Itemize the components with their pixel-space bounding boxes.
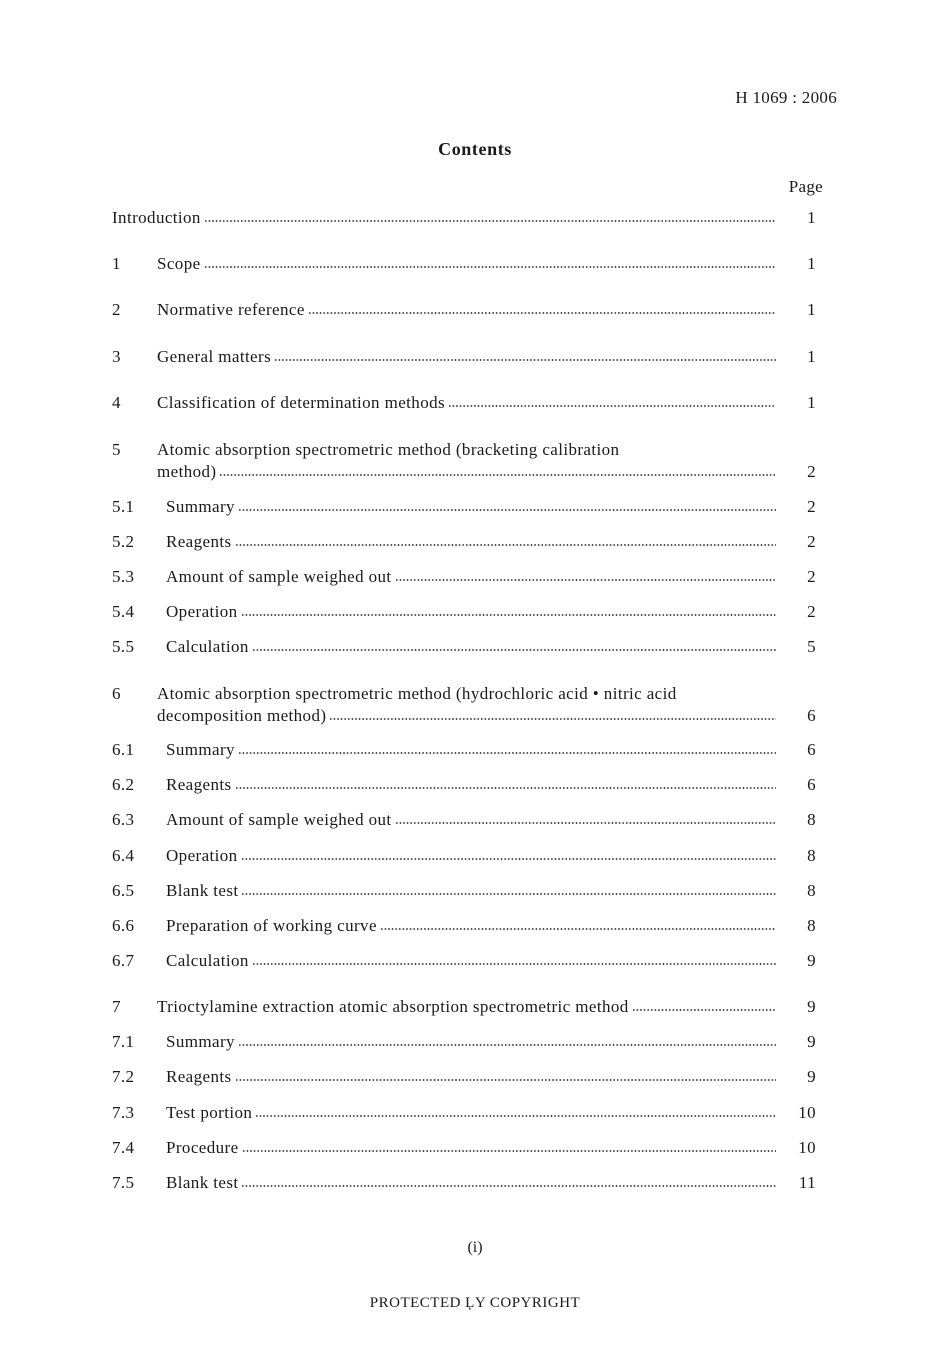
toc-entry bbox=[112, 299, 816, 321]
toc-title: Reagents bbox=[166, 532, 232, 551]
leader-dots bbox=[380, 927, 776, 931]
toc-page: 2 bbox=[807, 567, 816, 586]
toc-number: 5.4 bbox=[112, 602, 135, 621]
toc-entry bbox=[112, 496, 816, 518]
toc-page: 11 bbox=[798, 1173, 816, 1192]
toc-title: Trioctylamine extraction atomic absorption spectrometric method bbox=[157, 997, 629, 1016]
toc-number: 6.2 bbox=[112, 775, 135, 794]
leader-dots bbox=[241, 892, 776, 896]
page-number: (i) bbox=[467, 1239, 483, 1256]
toc-page: 2 bbox=[807, 532, 816, 551]
toc-entry bbox=[112, 439, 816, 483]
toc-title-line1: Atomic absorption spectrometric method (bracketing calibration bbox=[157, 440, 620, 459]
toc-title: Blank test bbox=[166, 1173, 239, 1192]
toc-entry bbox=[112, 253, 816, 275]
toc-title: Reagents bbox=[166, 1067, 232, 1086]
toc-entry bbox=[112, 915, 816, 937]
toc-number: 2 bbox=[112, 300, 121, 319]
toc-page: 9 bbox=[807, 1067, 816, 1086]
leader-dots bbox=[274, 358, 776, 362]
toc-entry bbox=[112, 346, 816, 368]
leader-dots bbox=[329, 717, 776, 721]
toc-entry bbox=[112, 996, 816, 1018]
toc-title: Procedure bbox=[166, 1138, 239, 1157]
toc-title: Reagents bbox=[166, 775, 232, 794]
toc-title: General matters bbox=[157, 347, 272, 366]
toc-entry bbox=[112, 1172, 816, 1194]
document-id: H 1069 : 2006 bbox=[735, 88, 837, 107]
toc-number: 6.6 bbox=[112, 916, 135, 935]
toc-number: 7.2 bbox=[112, 1067, 135, 1086]
toc-page: 8 bbox=[807, 881, 816, 900]
toc-page: 1 bbox=[807, 300, 816, 319]
toc-page: 6 bbox=[807, 706, 816, 725]
toc-page: 5 bbox=[807, 637, 816, 656]
toc-entry bbox=[112, 809, 816, 831]
leader-dots bbox=[238, 751, 776, 755]
toc-entry bbox=[112, 1066, 816, 1088]
toc-number: 6.1 bbox=[112, 740, 135, 759]
toc-title: decomposition method) bbox=[157, 706, 327, 725]
toc-number: 5 bbox=[112, 440, 121, 459]
leader-dots bbox=[235, 786, 776, 790]
page-column-label: Page bbox=[788, 177, 823, 196]
toc-page: 1 bbox=[807, 208, 816, 227]
toc-title: Blank test bbox=[166, 881, 239, 900]
toc-entry bbox=[112, 774, 816, 796]
leader-dots bbox=[242, 1149, 776, 1153]
toc-title: Summary bbox=[166, 1032, 235, 1051]
leader-dots bbox=[395, 578, 776, 582]
toc-title: Normative reference bbox=[157, 300, 305, 319]
toc-page: 1 bbox=[807, 393, 816, 412]
leader-dots bbox=[255, 1114, 776, 1118]
toc-number: 5.1 bbox=[112, 497, 135, 516]
leader-dots bbox=[395, 821, 776, 825]
toc-page: 9 bbox=[807, 951, 816, 970]
toc-title: Scope bbox=[157, 254, 201, 273]
toc-entry bbox=[112, 531, 816, 553]
toc-entry-introduction bbox=[112, 207, 816, 229]
toc-entry bbox=[112, 566, 816, 588]
toc-number: 7.1 bbox=[112, 1032, 135, 1051]
toc-entry bbox=[112, 636, 816, 658]
toc-number: 5.5 bbox=[112, 637, 135, 656]
toc-number: 7.5 bbox=[112, 1173, 135, 1192]
toc-title: Summary bbox=[166, 497, 235, 516]
leader-dots bbox=[308, 311, 776, 315]
toc-entry bbox=[112, 601, 816, 623]
toc-number: 6.3 bbox=[112, 810, 135, 829]
toc-number: 6.5 bbox=[112, 881, 135, 900]
toc-entry bbox=[112, 950, 816, 972]
leader-dots bbox=[235, 1078, 776, 1082]
leader-dots bbox=[241, 857, 776, 861]
contents-title: Contents bbox=[438, 139, 512, 159]
toc-entry bbox=[112, 739, 816, 761]
leader-dots bbox=[241, 613, 776, 617]
toc-page: 1 bbox=[807, 254, 816, 273]
toc-title: Operation bbox=[166, 846, 238, 865]
toc-page: 8 bbox=[807, 846, 816, 865]
toc-number: 6.7 bbox=[112, 951, 135, 970]
toc-title: Summary bbox=[166, 740, 235, 759]
toc-number: 1 bbox=[112, 254, 121, 273]
leader-dots bbox=[241, 1184, 776, 1188]
toc-page: 8 bbox=[807, 810, 816, 829]
toc-entry bbox=[112, 1031, 816, 1053]
toc-page: 6 bbox=[807, 775, 816, 794]
toc-number: 7 bbox=[112, 997, 121, 1016]
toc-entry bbox=[112, 683, 816, 727]
toc-page: 2 bbox=[807, 602, 816, 621]
toc-number: 3 bbox=[112, 347, 121, 366]
copyright-footer: PROTECTED ĻY COPYRIGHT bbox=[369, 1295, 581, 1311]
toc-page: 8 bbox=[807, 916, 816, 935]
toc-number: 5.3 bbox=[112, 567, 135, 586]
leader-dots bbox=[204, 265, 776, 269]
toc-title: Operation bbox=[166, 602, 238, 621]
toc-entry bbox=[112, 880, 816, 902]
leader-dots bbox=[219, 473, 776, 477]
toc-number: 6 bbox=[112, 684, 121, 703]
leader-dots bbox=[252, 648, 776, 652]
toc-number: 7.3 bbox=[112, 1103, 135, 1122]
leader-dots bbox=[204, 219, 776, 223]
leader-dots bbox=[238, 508, 776, 512]
toc-title: Amount of sample weighed out bbox=[166, 810, 392, 829]
toc-page: 9 bbox=[807, 997, 816, 1016]
toc-entry bbox=[112, 1137, 816, 1159]
leader-dots bbox=[252, 962, 776, 966]
toc-number: 7.4 bbox=[112, 1138, 135, 1157]
toc-number: 5.2 bbox=[112, 532, 135, 551]
toc-title: Calculation bbox=[166, 637, 249, 656]
toc-page: 10 bbox=[798, 1103, 816, 1122]
toc-title: Amount of sample weighed out bbox=[166, 567, 392, 586]
toc-page: 1 bbox=[807, 347, 816, 366]
toc-title: Classification of determination methods bbox=[157, 393, 446, 412]
toc-number: 6.4 bbox=[112, 846, 135, 865]
toc-entry bbox=[112, 392, 816, 414]
toc-title: method) bbox=[157, 462, 217, 481]
toc-title: Test portion bbox=[166, 1103, 253, 1122]
toc-title: Calculation bbox=[166, 951, 249, 970]
toc-entry bbox=[112, 845, 816, 867]
toc-page: 6 bbox=[807, 740, 816, 759]
toc-page: 2 bbox=[807, 497, 816, 516]
toc-title-line1: Atomic absorption spectrometric method (hydrochloric acid • nitric acid bbox=[157, 684, 677, 703]
toc-number: 4 bbox=[112, 393, 121, 412]
toc-title: Introduction bbox=[112, 208, 201, 227]
leader-dots bbox=[238, 1043, 776, 1047]
toc-page: 10 bbox=[798, 1138, 816, 1157]
toc-page: 9 bbox=[807, 1032, 816, 1051]
toc-entry bbox=[112, 1102, 816, 1124]
toc-title: Preparation of working curve bbox=[166, 916, 377, 935]
toc-page: 2 bbox=[807, 462, 816, 481]
leader-dots bbox=[235, 543, 776, 547]
leader-dots bbox=[632, 1008, 776, 1012]
leader-dots bbox=[448, 404, 776, 408]
